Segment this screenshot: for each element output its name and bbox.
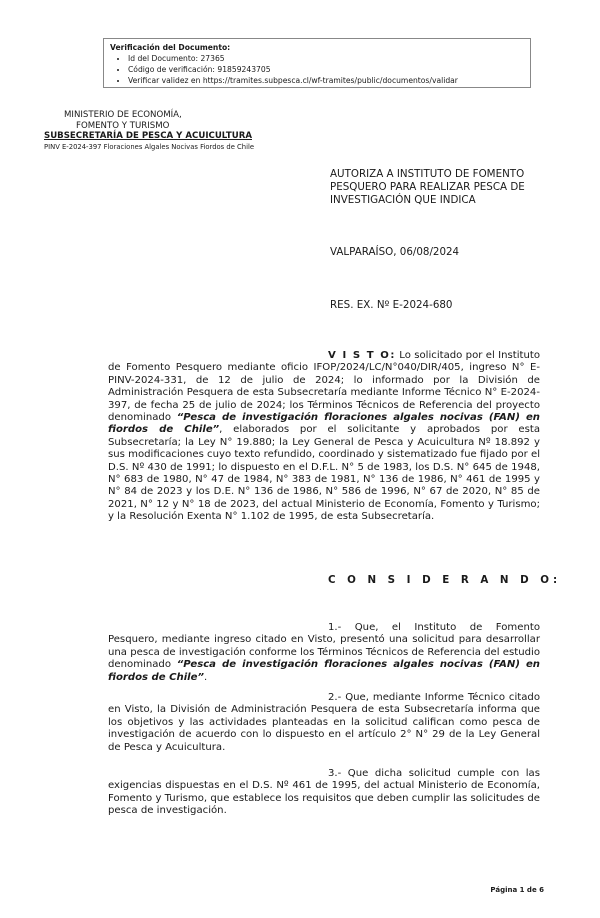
subsecretaria-name: SUBSECRETARÍA DE PESCA Y ACUICULTURA [44, 131, 252, 141]
considerando-1-text: 1.- Que, el Instituto de Fomento Pesquero, mediante ingreso citado en Visto, presentó una solicitud para desarrollar una pesca de investigación conforme los Términos Técnicos de Referencia del estudio denominado [108, 622, 540, 671]
date-line: VALPARAÍSO, 06/08/2024 [330, 246, 460, 258]
pinv-reference: PINV E-2024-397 Floraciones Algales Nocivas Fiordos de Chile [44, 142, 255, 151]
visto-project-name: “Pesca de investigación floraciones algales nocivas (FAN) en fiordos de Chile” [108, 412, 540, 436]
considerando-3: 3.- Que dicha solicitud cumple con las exigencias dispuestas en el D.S. Nº 461 de 1995, del actual Ministerio de Economía, Fomento y Turismo, que establece los requisitos que deben cumplir las solicitudes de pesca de investigación. [108, 768, 540, 817]
ministry-line-2: FOMENTO Y TURISMO [76, 120, 170, 131]
visto-label: V I S T O: [328, 350, 396, 361]
visto-text-b: , elaborados por el solicitante y aprobados por esta Subsecretaría; la Ley N° 19.880; la Ley General de Pesca y Acuicultura Nº 18.892 y sus modificaciones cuyo texto refundido, coordinado y sistematizado fue fijado por el D.S. Nº 430 de 1991; lo dispuesto en el D.F.L. N° 5 de 1983, los D.S. N° 645 de 1948, N° 683 de 1980, N° 47 de 1984, N° 383 de 1981, N° 136 de 1986, N° 461 de 1995 y N° 84 de 2023 y los D.E. N° 136 de 1986, N° 586 de 1996, N° 67 de 2020, N° 85 de 2021, N° 12 y N° 18 de 2023, del actual Ministerio de Economía, Fomento y Turismo; y la Resolución Exenta N° 1.102 de 1995, de esta Subsecretaría. [108, 424, 541, 523]
verification-url[interactable]: • Verificar validez en https://tramites.subpesca.cl/wf-tramites/public/documentos/validar [128, 75, 530, 86]
considerando-2: 2.- Que, mediante Informe Técnico citado en Visto, la División de Administración Pesquera de esta Subsecretaría informa que los objetivos y las actividades planteadas en la solicitud califican como pesca de investigación de acuerdo con lo dispuesto en el artículo 2° N° 29 de la Ley General de Pesca y Acuicultura. [108, 692, 540, 753]
verification-title: Verificación del Documento: [110, 43, 231, 52]
considerando-1 [108, 622, 540, 684]
considerando-1-project: “Pesca de investigación floraciones algales nocivas (FAN) en fiordos de Chile” [108, 659, 540, 683]
visto-text-a: Lo solicitado por el Instituto de Fomento Pesquero mediante oficio IFOP/2024/LC/N°040/DIR/405, ingreso N° E-PINV-2024-331, de 12 de julio de 2024; lo informado por la División de Administración Pesquera de esta Subsecretaría mediante Informe Técnico N° E-2024-397, de fecha 25 de julio de 2024; los Términos Técnicos de Referencia del proyecto denominado [108, 350, 540, 424]
verification-list [110, 53, 530, 86]
verification-box [103, 38, 531, 88]
letterhead [44, 110, 254, 152]
considerando-1-end: . [203, 671, 208, 683]
resolution-number: RES. EX. Nº E-2024-680 [330, 299, 453, 311]
verification-id: • Id del Documento: 27365 [128, 53, 530, 64]
verification-code: • Código de verificación: 91859243705 [128, 64, 530, 75]
page-number: Página 1 de 6 [490, 886, 544, 894]
considerando-heading: C O N S I D E R A N D O: [328, 574, 562, 586]
ministry-line-1: MINISTERIO DE ECONOMÍA, [64, 110, 182, 120]
visto-paragraph [108, 350, 540, 524]
document-title: AUTORIZA A INSTITUTO DE FOMENTO PESQUERO PARA REALIZAR PESCA DE INVESTIGACIÓN QUE INDICA [330, 168, 525, 206]
